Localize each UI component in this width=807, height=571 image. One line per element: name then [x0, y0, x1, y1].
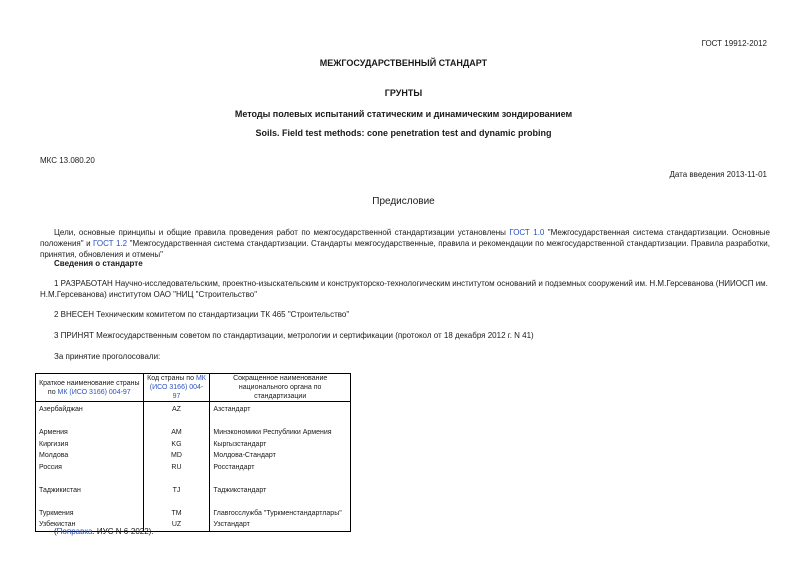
- row-gap: [147, 473, 207, 485]
- title-ru: Методы полевых испытаний статическим и динамическим зондированием: [234, 109, 573, 119]
- gost-1-2-link[interactable]: ГОСТ 1.2: [93, 239, 128, 248]
- gost-1-0-link[interactable]: ГОСТ 1.0: [509, 228, 545, 237]
- item-2: 2 ВНЕСЕН Техническим комитетом по стандартизации ТК 465 "Строительство": [54, 310, 350, 319]
- countries-table: [35, 373, 351, 532]
- cell-body: Главгосслужба "Туркменстандартлары": [213, 509, 342, 517]
- header-code-text: Код страны по: [147, 375, 196, 382]
- cell-body: Росстандарт: [213, 463, 255, 471]
- cell-body: Кыргызстандарт: [213, 440, 267, 448]
- row-gap: [213, 496, 347, 508]
- header-country: [36, 374, 144, 402]
- header-code: [143, 374, 210, 402]
- country-column: [36, 402, 144, 532]
- preface-title: Предисловие: [372, 196, 435, 207]
- standard-type: МЕЖГОСУДАРСТВЕННЫЙ СТАНДАРТ: [319, 58, 488, 68]
- row-gap: [39, 416, 140, 428]
- amendment-link[interactable]: Поправка: [56, 527, 93, 536]
- row-gap: [213, 473, 347, 485]
- header-body: Сокращенное наименование национального органа по стандартизации: [210, 374, 351, 402]
- cell-code: KG: [171, 440, 182, 448]
- doc-code: ГОСТ 19912-2012: [701, 39, 767, 48]
- iso-link[interactable]: (ИСО 3166) 004-97: [149, 384, 204, 400]
- cell-body: Таджикстандарт: [213, 486, 267, 494]
- preface-paragraph: [40, 227, 770, 260]
- cell-body: Молдова-Стандарт: [213, 452, 276, 459]
- cell-code: UZ: [171, 521, 182, 528]
- cell-country: Узбекистан: [39, 521, 76, 528]
- info-heading: Сведения о стандарте: [54, 259, 143, 268]
- cell-code: MD: [171, 452, 182, 459]
- preface-text-c: "Межгосударственная система стандартизации. Стандарты межгосударственные, правила и рекомендации по межгосударственной стандартизации. Правила разработки, принятия, обновления и отмены": [40, 239, 770, 259]
- intro-date: Дата введения 2013-11-01: [669, 170, 767, 179]
- item-3: 3 ПРИНЯТ Межгосударственным советом по стандартизации, метрологии и сертификации (протокол от 18 декабря 2012 г. N 41): [54, 331, 534, 340]
- cell-code: TM: [171, 509, 182, 517]
- item-1: 1 РАЗРАБОТАН Научно-исследовательским, проектно-изыскательским и конструкторско-технологическим институтом оснований и подземных сооружений им. Н.М.Герсеванова (НИИОСП им. Н.М.Герсеванова) институтом ОАО "НИЦ "Строительство": [40, 279, 768, 299]
- cell-country: Азербайджан: [39, 406, 83, 413]
- amendment-note: [54, 526, 154, 537]
- amendment-open: (: [54, 527, 57, 536]
- cell-country: Армения: [39, 429, 68, 436]
- cell-body: Азстандарт: [213, 406, 251, 413]
- cell-country: Таджикистан: [39, 486, 81, 494]
- mks-code: МКС 13.080.20: [40, 156, 95, 165]
- preface-text-b: "Межгосударственная система стандартизации. Основные положения" и: [40, 228, 770, 248]
- preface-text-a: Цели, основные принципы и общие правила проведения работ по межгосударственной стандартизации установлены: [54, 228, 510, 237]
- row-gap: [213, 416, 347, 428]
- cell-country: Россия: [39, 463, 62, 471]
- header-country-text: Краткое наименование страны по: [39, 379, 140, 396]
- cell-country: Молдова: [39, 452, 69, 459]
- body-column: [210, 402, 351, 532]
- cell-code: TJ: [172, 486, 181, 494]
- mk-link[interactable]: МК: [195, 375, 206, 382]
- table-header-row: [36, 374, 351, 402]
- mk-iso-link[interactable]: МК (ИСО 3166) 004-97: [57, 388, 131, 396]
- code-column: [143, 402, 210, 532]
- voted-label: За принятие проголосовали:: [54, 352, 161, 361]
- cell-country: Туркмения: [39, 509, 74, 517]
- row-gap: [147, 496, 207, 508]
- row-gap: [147, 416, 207, 428]
- cell-country: Киргизия: [39, 440, 69, 448]
- amendment-rest: . ИУС N 6-2022).: [92, 527, 154, 536]
- cell-code: AM: [171, 429, 182, 436]
- table-body-row: [36, 402, 351, 532]
- cell-body: Минэкономики Республики Армения: [213, 429, 332, 436]
- cell-code: AZ: [172, 406, 181, 413]
- row-gap: [39, 473, 140, 485]
- title-main: ГРУНТЫ: [384, 88, 423, 98]
- row-gap: [39, 496, 140, 508]
- title-en: Soils. Field test methods: cone penetration test and dynamic probing: [255, 128, 552, 138]
- cell-body: Узстандарт: [213, 521, 250, 528]
- cell-code: RU: [171, 463, 182, 471]
